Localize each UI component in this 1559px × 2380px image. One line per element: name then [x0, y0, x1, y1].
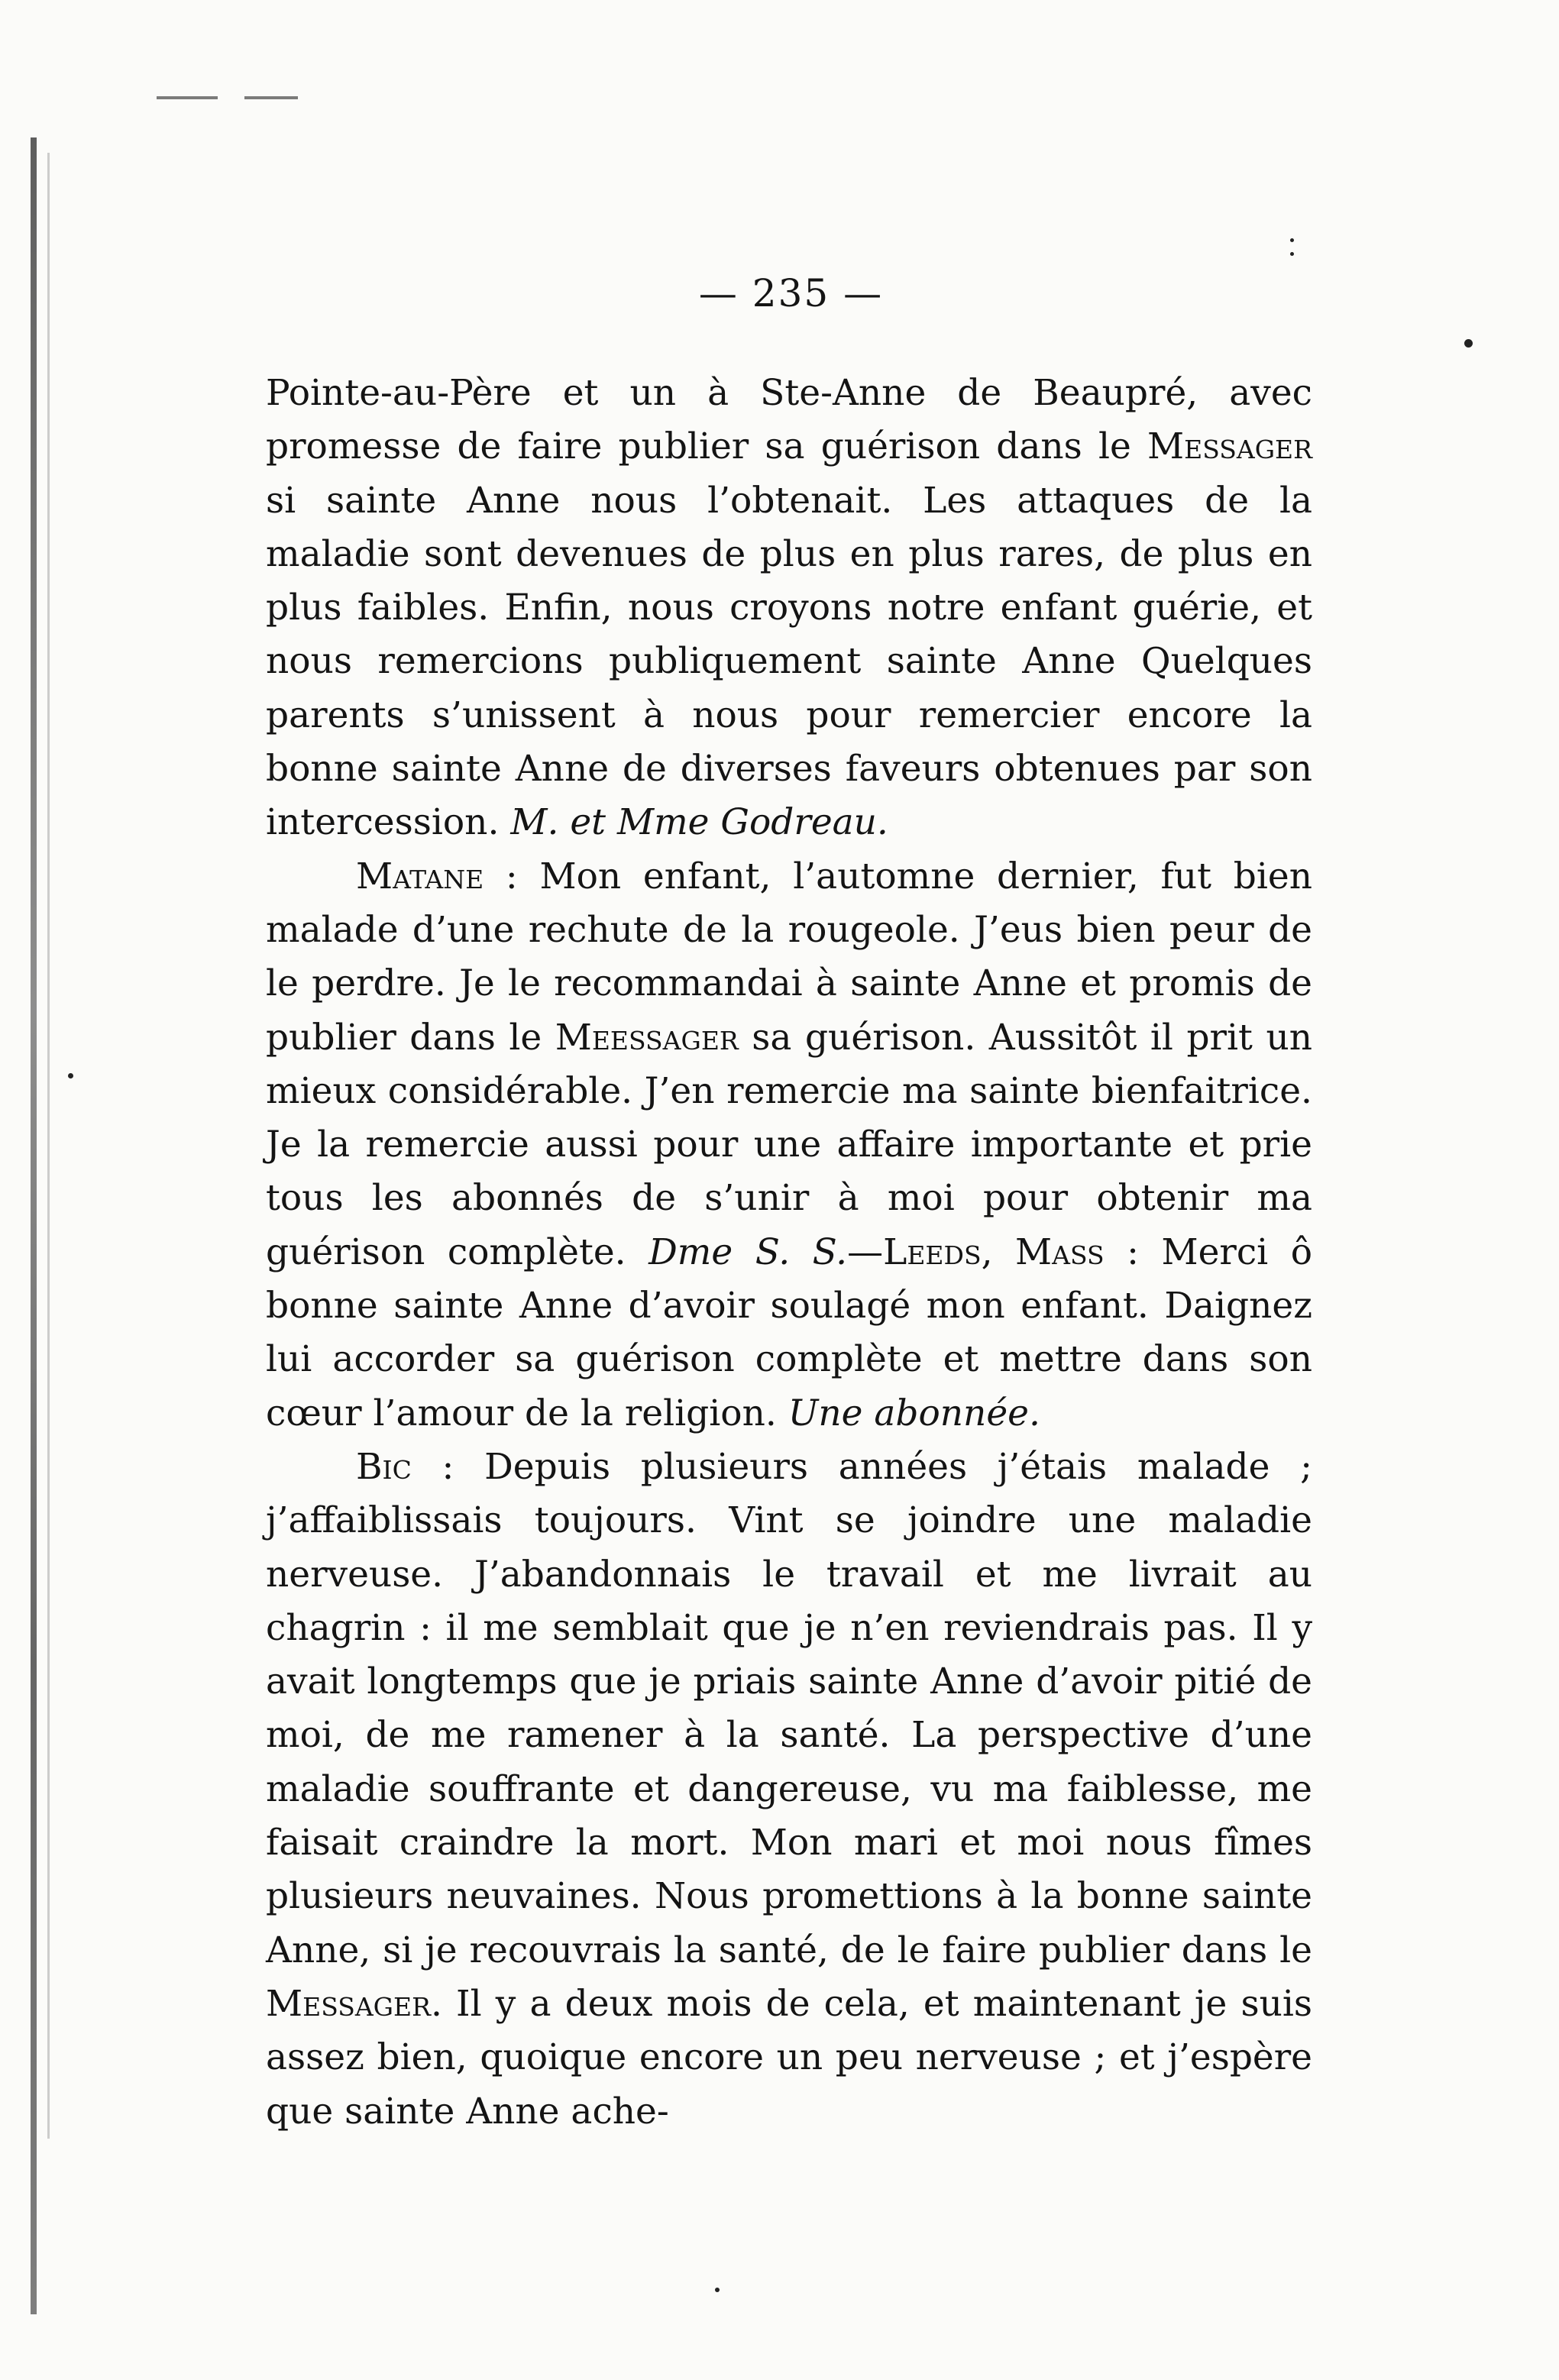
binding-edge-shadow — [31, 137, 37, 2314]
paragraph — [266, 367, 1312, 850]
ink-speck — [1290, 238, 1294, 242]
text-run: : Depuis plusieurs années j’étais malade ; j’affaiblissais toujours. Vint se joindre une maladie nerveuse. J’abandonnais le travail et me livrait au chagrin : il me semblait que je n’en reviendrais pas. Il y avait longtemps que je priais sainte Anne d’avoir pitié de moi, de me ramener à la santé. La perspective d’une maladie souffrante et dangereuse, vu ma faiblesse, me faisait craindre la mort. Mon mari et moi nous fîmes plusieurs neuvaines. Nous promettions à la bonne sainte Anne, si je recouvrais la santé, de le faire publier dans le — [266, 1445, 1312, 1971]
body-text — [266, 367, 1312, 2139]
place-name: Messager — [1147, 425, 1312, 468]
text-run: : Mon enfant, l’automne dernier, fut bien malade d’une rechute de la rougeole. J’eus bien peur de le perdre. Je le recommandai à sainte Anne et promis de publier dans le — [266, 855, 1312, 1059]
place-name: Leeds, Mass — [883, 1230, 1105, 1273]
paragraph — [266, 850, 1312, 1441]
signature: Une abonnée. — [788, 1392, 1040, 1434]
ink-speck — [715, 2288, 720, 2292]
place-name: Matane — [356, 855, 484, 897]
paragraph — [266, 1441, 1312, 2139]
text-run: sa guérison. Aussitôt il prit un mieux considérable. J’en remercie ma sainte bienfaitrice. Je la remercie aussi pour une affaire importante et prie tous les abonnés de s’unir à moi pour obtenir ma guérison complète. — [266, 1016, 1312, 1273]
text-run: : Merci ô bonne sainte Anne d’avoir soulagé mon enfant. Daignez lui accorder sa guérison complète et mettre dans son cœur l’amour de la religion. — [266, 1230, 1312, 1434]
ink-speck — [1290, 252, 1294, 256]
scan-mark — [157, 96, 218, 99]
binding-edge-line — [47, 153, 50, 2139]
text-run: — — [847, 1230, 884, 1273]
page-number: — 235 — — [698, 271, 884, 315]
ink-speck — [1464, 339, 1473, 348]
place-name: Meessager — [555, 1016, 739, 1059]
signature: M. et Mme Godreau. — [510, 801, 888, 844]
signature: Dme S. S. — [649, 1230, 848, 1273]
text-run: . Il y a deux mois de cela, et maintenant je suis assez bien, quoique encore un peu nerveuse ; et j’espère que sainte Anne ache- — [266, 1982, 1312, 2133]
text-run: si sainte Anne nous l’obtenait. Les attaques de la maladie sont devenues de plus en plus rares, de plus en plus faibles. Enfin, nous croyons notre enfant guérie, et nous remercions publiquement sainte Anne Quelques parents s’unissent à nous pour remercier encore la bonne sainte Anne de diverses faveurs obtenues par son intercession. — [266, 479, 1312, 844]
ink-speck — [68, 1073, 73, 1078]
text-run: Pointe-au-Père et un à Ste-Anne de Beaupré, avec promesse de faire publier sa guérison dans le — [266, 372, 1312, 468]
place-name: Bic — [356, 1445, 412, 1488]
place-name: Messager — [266, 1982, 431, 2025]
scan-mark — [244, 96, 298, 99]
